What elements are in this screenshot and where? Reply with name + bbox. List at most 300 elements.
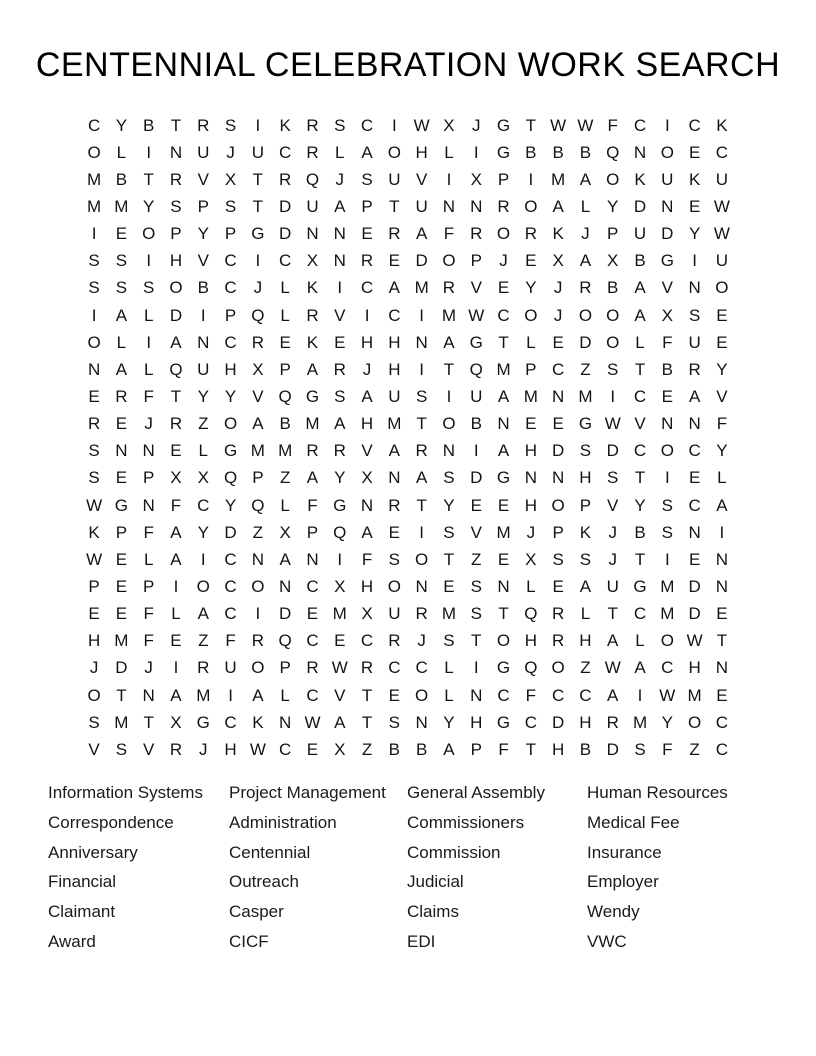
grid-letter: P xyxy=(170,224,182,244)
grid-letter: J xyxy=(553,305,563,325)
grid-letter: U xyxy=(715,169,729,189)
grid-letter: L xyxy=(444,685,454,705)
grid-letter: D xyxy=(415,251,428,271)
grid-letter: M xyxy=(441,604,457,624)
grid-letter: C xyxy=(224,604,237,624)
word-item: Commission xyxy=(407,842,501,862)
grid-letter: R xyxy=(251,332,264,352)
grid-letter: I xyxy=(391,115,397,135)
grid-letter: C xyxy=(279,142,292,162)
grid-letter: B xyxy=(634,522,646,542)
grid-letter: G xyxy=(114,495,128,515)
grid-letter: R xyxy=(360,251,374,271)
grid-letter: A xyxy=(579,576,592,596)
grid-letter: C xyxy=(715,142,729,162)
grid-letter: H xyxy=(388,359,401,379)
grid-letter: E xyxy=(115,604,128,624)
grid-letter: Q xyxy=(333,522,347,542)
grid-letter: U xyxy=(388,386,401,406)
grid-letter: X xyxy=(607,251,619,271)
grid-letter: P xyxy=(497,169,510,189)
grid-letter: F xyxy=(170,495,182,515)
grid-letter: S xyxy=(415,386,428,406)
grid-letter: V xyxy=(361,441,373,461)
grid-letter: R xyxy=(360,658,374,678)
grid-letter: W xyxy=(304,712,321,732)
grid-letter: M xyxy=(551,169,566,189)
grid-letter: Q xyxy=(469,359,483,379)
grid-letter: S xyxy=(470,604,482,624)
grid-letter: W xyxy=(86,549,103,569)
grid-letter: M xyxy=(87,169,102,189)
grid-letter: R xyxy=(197,115,210,135)
grid-letter: J xyxy=(253,278,263,298)
grid-letter: C xyxy=(360,631,374,651)
word-item: Claimant xyxy=(48,902,116,922)
grid-letter: S xyxy=(224,115,237,135)
grid-letter: Y xyxy=(716,359,728,379)
word-item: Project Management xyxy=(229,783,386,803)
grid-letter: O xyxy=(524,196,538,216)
grid-letter: F xyxy=(143,386,154,406)
grid-letter: I xyxy=(337,549,343,569)
grid-letter: T xyxy=(443,549,455,569)
grid-letter: W xyxy=(713,224,730,244)
grid-letter: T xyxy=(361,712,373,732)
grid-letter: C xyxy=(306,631,319,651)
grid-letter: W xyxy=(413,115,430,135)
grid-letter: E xyxy=(552,414,564,434)
grid-letter: Q xyxy=(278,386,292,406)
grid-letter: C xyxy=(415,658,428,678)
grid-letter: S xyxy=(88,251,100,271)
grid-letter: E xyxy=(279,332,291,352)
grid-letter: J xyxy=(581,224,590,244)
grid-letter: Y xyxy=(525,278,537,298)
grid-letter: R xyxy=(169,739,183,759)
grid-letter: R xyxy=(306,305,319,325)
grid-letter: A xyxy=(170,549,182,569)
grid-letter: S xyxy=(443,468,455,488)
grid-letter: U xyxy=(415,196,428,216)
grid-letter: P xyxy=(224,305,237,325)
grid-letter: Y xyxy=(197,522,209,542)
grid-letter: B xyxy=(470,414,482,434)
word-list-column-4 xyxy=(587,778,816,956)
grid-letter: R xyxy=(606,712,619,732)
grid-letter: N xyxy=(633,142,647,162)
grid-letter: M xyxy=(496,359,511,379)
grid-letter: A xyxy=(388,441,401,461)
grid-letter: H xyxy=(551,739,565,759)
grid-letter: N xyxy=(333,251,346,271)
grid-letter: C xyxy=(715,712,729,732)
grid-letter: F xyxy=(525,685,537,705)
grid-letter: A xyxy=(634,278,646,298)
grid-letter: A xyxy=(497,386,510,406)
grid-letter: O xyxy=(251,658,265,678)
grid-letter: J xyxy=(608,549,617,569)
grid-letter: I xyxy=(664,549,670,569)
grid-letter: L xyxy=(335,142,345,162)
grid-letter: V xyxy=(470,278,482,298)
grid-letter: C xyxy=(633,115,647,135)
grid-letter: Y xyxy=(115,115,128,135)
grid-letter: U xyxy=(470,386,483,406)
grid-letter: B xyxy=(579,739,592,759)
grid-letter: A xyxy=(579,251,592,271)
grid-letter: W xyxy=(604,658,621,678)
grid-letter: A xyxy=(361,522,373,542)
grid-letter: E xyxy=(388,251,401,271)
grid-letter: X xyxy=(552,251,564,271)
grid-letter: T xyxy=(634,359,646,379)
word-list-column-1 xyxy=(48,778,229,956)
grid-letter: A xyxy=(716,495,728,515)
grid-letter: N xyxy=(115,441,128,461)
grid-letter: I xyxy=(146,251,152,271)
word-list-column-2 xyxy=(229,778,407,956)
grid-letter: Z xyxy=(580,658,591,678)
grid-letter: L xyxy=(198,441,208,461)
grid-letter: T xyxy=(525,115,537,135)
grid-letter: R xyxy=(169,414,183,434)
grid-letter: A xyxy=(170,332,182,352)
grid-letter: L xyxy=(717,468,727,488)
grid-letter: V xyxy=(252,386,264,406)
grid-letter: Q xyxy=(251,305,265,325)
grid-letter: T xyxy=(416,495,427,515)
grid-letter: I xyxy=(473,658,479,678)
grid-letter: S xyxy=(470,576,482,596)
grid-letter: S xyxy=(334,386,346,406)
grid-letter: U xyxy=(306,196,319,216)
grid-letter: W xyxy=(686,631,703,651)
word-item: Award xyxy=(48,931,96,951)
grid-letter: H xyxy=(224,739,237,759)
grid-letter: E xyxy=(688,196,701,216)
grid-letter: A xyxy=(579,169,592,189)
grid-letter: R xyxy=(306,441,319,461)
grid-letter: X xyxy=(525,549,537,569)
grid-letter: C xyxy=(224,251,237,271)
grid-letter: C xyxy=(524,712,537,732)
grid-letter: H xyxy=(470,712,483,732)
grid-letter: L xyxy=(280,305,290,325)
grid-letter: O xyxy=(496,631,511,651)
grid-letter: N xyxy=(688,278,701,298)
grid-letter: Z xyxy=(580,359,591,379)
grid-letter: E xyxy=(361,224,373,244)
grid-letter: G xyxy=(251,224,265,244)
grid-letter: O xyxy=(715,278,729,298)
grid-letter: I xyxy=(419,522,425,542)
grid-letter: V xyxy=(334,305,346,325)
grid-letter: D xyxy=(633,196,647,216)
grid-letter: C xyxy=(360,278,374,298)
grid-letter: D xyxy=(551,712,565,732)
grid-letter: N xyxy=(715,658,729,678)
grid-letter: X xyxy=(252,359,264,379)
grid-letter: T xyxy=(607,604,618,624)
grid-letter: B xyxy=(279,414,291,434)
grid-letter: F xyxy=(307,495,318,515)
grid-letter: O xyxy=(223,414,238,434)
grid-letter: E xyxy=(334,631,346,651)
grid-letter: D xyxy=(115,658,128,678)
grid-letter: B xyxy=(143,115,155,135)
grid-letter: P xyxy=(197,196,209,216)
grid-letter: N xyxy=(442,441,456,461)
grid-letter: N xyxy=(415,332,428,352)
grid-letter: J xyxy=(553,278,563,298)
grid-letter: X xyxy=(334,576,346,596)
grid-letter: T xyxy=(471,631,482,651)
grid-letter: C xyxy=(579,685,592,705)
grid-letter: I xyxy=(446,386,452,406)
grid-letter: E xyxy=(552,332,564,352)
grid-letter: E xyxy=(688,142,701,162)
grid-letter: C xyxy=(279,739,292,759)
grid-letter: P xyxy=(306,522,319,542)
grid-letter: E xyxy=(470,495,482,515)
grid-letter: E xyxy=(306,604,319,624)
grid-letter: C xyxy=(633,604,647,624)
grid-letter: R xyxy=(306,658,319,678)
grid-letter: S xyxy=(361,169,373,189)
grid-letter: W xyxy=(331,658,348,678)
grid-letter: M xyxy=(114,631,129,651)
grid-letter: Y xyxy=(224,495,237,515)
grid-letter: O xyxy=(442,251,456,271)
grid-letter: B xyxy=(607,278,619,298)
grid-letter: N xyxy=(415,576,428,596)
grid-letter: R xyxy=(688,359,701,379)
word-item: Judicial xyxy=(407,872,464,892)
grid-letter: Z xyxy=(689,739,700,759)
grid-letter: S xyxy=(115,251,128,271)
grid-letter: A xyxy=(334,196,346,216)
grid-letter: O xyxy=(87,142,101,162)
grid-letter: E xyxy=(170,631,182,651)
grid-letter: U xyxy=(388,169,401,189)
word-item: EDI xyxy=(407,931,436,951)
grid-letter: I xyxy=(719,522,725,542)
word-item: Commissioners xyxy=(407,813,525,833)
grid-letter: L xyxy=(280,278,290,298)
grid-letter: H xyxy=(579,712,592,732)
grid-letter: K xyxy=(579,522,592,542)
grid-letter: F xyxy=(443,224,455,244)
grid-letter: M xyxy=(196,685,211,705)
grid-letter: J xyxy=(335,169,344,189)
grid-letter: Y xyxy=(197,386,209,406)
grid-letter: O xyxy=(551,658,565,678)
grid-letter: R xyxy=(251,631,264,651)
grid-letter: C xyxy=(388,305,401,325)
grid-letter: E xyxy=(497,549,510,569)
grid-letter: N xyxy=(470,196,483,216)
grid-letter: H xyxy=(688,658,701,678)
grid-letter: I xyxy=(419,359,425,379)
grid-letter: M xyxy=(523,386,538,406)
word-item: Centennial xyxy=(229,842,311,862)
word-item: Financial xyxy=(48,872,117,892)
word-item: Administration xyxy=(229,813,337,833)
grid-letter: B xyxy=(415,739,428,759)
grid-letter: D xyxy=(688,604,701,624)
grid-letter: M xyxy=(114,196,129,216)
grid-letter: N xyxy=(333,224,346,244)
word-item: Wendy xyxy=(587,902,640,922)
grid-letter: C xyxy=(715,739,729,759)
grid-letter: T xyxy=(170,115,182,135)
grid-letter: S xyxy=(115,739,128,759)
grid-letter: H xyxy=(388,332,401,352)
grid-letter: I xyxy=(173,658,179,678)
grid-letter: A xyxy=(415,224,428,244)
grid-letter: P xyxy=(470,739,482,759)
grid-letter: F xyxy=(607,115,618,135)
grid-letter: L xyxy=(635,332,645,352)
grid-letter: Z xyxy=(361,739,373,759)
grid-letter: P xyxy=(115,522,128,542)
grid-letter: N xyxy=(470,685,483,705)
grid-letter: J xyxy=(226,142,235,162)
grid-letter: P xyxy=(279,658,291,678)
grid-letter: N xyxy=(551,468,565,488)
grid-letter: H xyxy=(360,414,374,434)
grid-letter: N xyxy=(661,414,674,434)
grid-letter: C xyxy=(224,278,237,298)
grid-letter: D xyxy=(688,576,701,596)
grid-letter: Q xyxy=(524,658,538,678)
grid-letter: I xyxy=(91,305,97,325)
grid-letter: K xyxy=(716,115,728,135)
grid-letter: I xyxy=(473,441,479,461)
grid-letter: L xyxy=(280,495,290,515)
grid-letter: X xyxy=(334,739,346,759)
grid-letter: B xyxy=(525,142,537,162)
grid-letter: C xyxy=(306,685,319,705)
grid-letter: H xyxy=(579,468,592,488)
grid-letter: K xyxy=(279,115,291,135)
grid-letter: J xyxy=(417,631,426,651)
grid-letter: L xyxy=(280,685,290,705)
grid-letter: B xyxy=(115,169,128,189)
grid-letter: I xyxy=(255,115,261,135)
grid-letter: D xyxy=(551,441,565,461)
grid-letter: I xyxy=(255,604,261,624)
grid-letter: S xyxy=(88,441,100,461)
grid-letter: A xyxy=(607,631,619,651)
grid-letter: F xyxy=(662,739,673,759)
grid-letter: R xyxy=(551,631,565,651)
grid-letter: Y xyxy=(197,224,209,244)
grid-letter: C xyxy=(388,658,401,678)
grid-letter: W xyxy=(86,495,103,515)
grid-letter: W xyxy=(577,115,594,135)
grid-letter: V xyxy=(470,522,482,542)
word-list-column-3 xyxy=(407,778,587,956)
grid-letter: G xyxy=(496,142,511,162)
grid-letter: X xyxy=(361,468,373,488)
grid-letter: T xyxy=(116,685,127,705)
grid-letter: S xyxy=(607,359,619,379)
grid-letter: D xyxy=(579,332,592,352)
grid-letter: O xyxy=(415,685,429,705)
grid-letter: K xyxy=(688,169,701,189)
grid-letter: W xyxy=(604,414,621,434)
grid-letter: I xyxy=(146,142,152,162)
grid-letter: V xyxy=(634,414,646,434)
grid-letter: J xyxy=(89,658,99,678)
grid-letter: U xyxy=(688,332,701,352)
grid-letter: L xyxy=(444,142,454,162)
grid-letter: N xyxy=(715,576,729,596)
grid-letter: N xyxy=(251,549,264,569)
grid-letter: G xyxy=(496,468,511,488)
grid-letter: C xyxy=(661,658,674,678)
grid-letter: Y xyxy=(143,196,155,216)
grid-letter: Q xyxy=(169,359,183,379)
grid-letter: X xyxy=(470,169,482,189)
grid-letter: L xyxy=(526,332,536,352)
grid-letter: F xyxy=(225,631,236,651)
grid-letter: U xyxy=(606,576,619,596)
grid-letter: I xyxy=(200,305,206,325)
grid-letter: Y xyxy=(716,441,728,461)
grid-letter: O xyxy=(387,142,401,162)
grid-letter: W xyxy=(468,305,485,325)
grid-letter: R xyxy=(388,631,401,651)
grid-letter: P xyxy=(88,576,100,596)
grid-letter: N xyxy=(415,712,428,732)
grid-letter: T xyxy=(389,196,400,216)
grid-letter: A xyxy=(115,305,128,325)
grid-letter: I xyxy=(364,305,370,325)
grid-letter: A xyxy=(197,604,209,624)
word-list xyxy=(48,778,816,956)
grid-letter: Y xyxy=(224,386,237,406)
grid-letter: F xyxy=(143,604,154,624)
grid-letter: N xyxy=(360,495,374,515)
grid-letter: O xyxy=(688,712,702,732)
grid-letter: N xyxy=(688,414,701,434)
grid-letter: G xyxy=(660,251,674,271)
grid-letter: I xyxy=(664,468,670,488)
grid-letter: A xyxy=(334,414,346,434)
grid-letter: R xyxy=(415,441,428,461)
grid-letter: S xyxy=(607,468,619,488)
grid-letter: S xyxy=(661,495,673,515)
grid-letter: S xyxy=(334,115,346,135)
word-item: Claims xyxy=(407,902,459,922)
grid-letter: T xyxy=(143,712,154,732)
word-item: Employer xyxy=(587,872,659,892)
grid-letter: N xyxy=(388,468,401,488)
grid-letter: T xyxy=(143,169,154,189)
grid-letter: L xyxy=(116,332,127,352)
grid-letter: E xyxy=(525,414,537,434)
grid-letter: K xyxy=(634,169,646,189)
grid-letter: C xyxy=(279,251,292,271)
word-item: Outreach xyxy=(229,872,299,892)
grid-letter: C xyxy=(688,495,701,515)
grid-letter: R xyxy=(524,224,537,244)
grid-letter: S xyxy=(579,549,592,569)
grid-letter: C xyxy=(551,359,565,379)
